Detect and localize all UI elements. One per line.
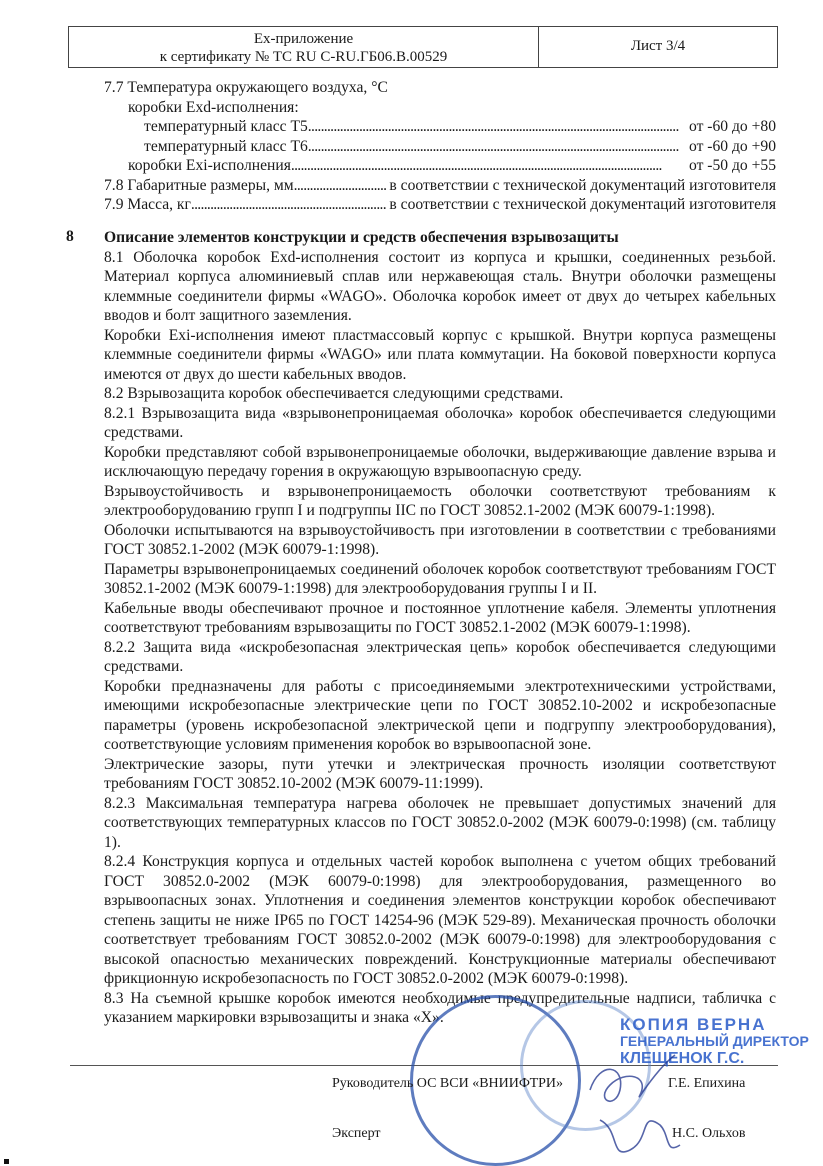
paragraph: 8.2.2 Защита вида «искробезопасная электрическая цепь» коробок обеспечивается следующими средствами. <box>104 638 776 675</box>
paragraph: Оболочки испытываются на взрывоустойчивость при изготовлении в соответствии с требованиями ГОСТ 30852.1-2002 (МЭК 60079-1:1998). <box>104 521 776 558</box>
expert-signature-title: Эксперт <box>332 1126 381 1141</box>
header-title <box>69 27 539 67</box>
spec-t5-label: температурный класс Т5 <box>144 118 308 135</box>
spec-t6-value: от -60 до +90 <box>688 137 776 155</box>
spec-7-7-title: 7.7 Температура окружающего воздуха, °С <box>104 79 388 96</box>
section-7-specs <box>104 78 776 215</box>
leader-dots <box>291 156 686 176</box>
spec-7-9-label: 7.9 Масса, кг <box>104 196 191 213</box>
leader-dots <box>308 117 686 137</box>
paragraph: 8.3 На съемной крышке коробок имеются необходимые предупредительные надписи, табличка с указанием маркировки взрывозащиты и знака «Х». <box>104 989 776 1026</box>
paragraph: Кабельные вводы обеспечивают прочное и постоянное уплотнение кабеля. Элементы уплотнения соответствуют требованиям взрывозащиты по ГОСТ 30852.1-2002 (МЭК 60079-1:1998). <box>104 599 776 636</box>
spec-t5-value: от -60 до +80 <box>688 118 776 135</box>
paragraph: 8.2.4 Конструкция корпуса и отдельных частей коробок выполнена с учетом общих требований ГОСТ 30852.0-2002 (МЭК 60079-0:1998) для электрооборудования, размещенного во взрывоопасных зонах. Уплотнения и соединения элементов конструкции коробок обеспечивают степень защиты не ниже IP65 по ГОСТ 14254-96 (МЭК 529-89). Механическая прочность оболочки соответствует требованиям ГОСТ 30852.0-2002 (МЭК 60079-0:1998) для электрооборудования с высокой опасностью механических повреждений. Конструкционные материалы обеспечивают фрикционную искробезопасность по ГОСТ 30852.0-2002 (МЭК 60079-0:1998). <box>104 853 776 987</box>
leader-dots <box>191 195 387 215</box>
spec-t6-label: температурный класс Т6 <box>144 137 308 155</box>
copy-stamp-line2: ГЕНЕРАЛЬНЫЙ ДИРЕКТОР <box>620 1033 809 1049</box>
expert-signature-name: Н.С. Ольхов <box>672 1126 746 1141</box>
paragraph: Коробки Exi-исполнения имеют пластмассовый корпус с крышкой. Внутри корпуса размещены клеммные соединители фирмы «WAGO» или плата коммутации. На боковой поверхности корпуса имеются от двух до шести кабельных вводов. <box>104 326 776 383</box>
spec-exd-label: коробки Exd-исполнения: <box>128 98 299 116</box>
spec-row-exi <box>104 156 776 176</box>
copy-stamp-line1: КОПИЯ ВЕРНА <box>620 1015 767 1034</box>
paragraph: 8.2.3 Максимальная температура нагрева оболочек не превышает допустимых значений для соответствующих температурных классов по ГОСТ 30852.0-2002 (МЭК 60079-0:1998) (см. таблицу 1). <box>104 794 776 851</box>
spec-row-7-9 <box>104 195 776 215</box>
spec-exi-label: коробки Exi-исполнения <box>128 157 291 174</box>
head-signature-title: Руководитель ОС ВСИ «ВНИИФТРИ» <box>332 1076 564 1091</box>
scan-mark <box>4 1159 9 1164</box>
paragraph: Коробки представляют собой взрывонепроницаемые оболочки, выдерживающие давление взрыва и исключающую передачу горения в окружающую взрывоопасную среду. <box>104 443 776 480</box>
spec-row-7-8 <box>104 176 776 196</box>
header-title-line1: Ex-приложение <box>253 31 354 47</box>
sheet-number: Лист 3/4 <box>630 38 686 54</box>
paragraph: Электрические зазоры, пути утечки и электрическая прочность изоляции соответствуют требованиям ГОСТ 30852.10-2002 (МЭК 60079-11:1999). <box>104 755 776 792</box>
spec-row-t6 <box>104 137 776 157</box>
section-8-body <box>104 228 776 1028</box>
paragraph: 8.2 Взрывозащита коробок обеспечивается следующими средствами. <box>104 385 564 402</box>
leader-dots <box>308 137 686 157</box>
spec-row-t5 <box>104 117 776 137</box>
copy-stamp-line3: КЛЕЩЕНОК Г.С. <box>620 1050 745 1067</box>
leader-dots <box>294 176 387 196</box>
spec-7-9-value: в соответствии с технической документаций изготовителя <box>389 196 776 213</box>
spec-exi-value: от -50 до +55 <box>688 157 776 174</box>
paragraph: Параметры взрывонепроницаемых соединений оболочек коробок соответствуют требованиям ГОСТ 30852.1-2002 (МЭК 60079-1:1998) для электрооборудования группы I и II. <box>104 560 776 597</box>
paragraph: Взрывоустойчивость и взрывонепроницаемость оболочки соответствуют требованиям к электрооборудованию групп I и подгруппы IIC по ГОСТ 30852.1-2002 (МЭК 60079-1:1998). <box>104 482 776 519</box>
section-8-title: Описание элементов конструкции и средств обеспечения взрывозащиты <box>104 229 619 246</box>
spec-7-8-label: 7.8 Габаритные размеры, мм <box>104 176 294 194</box>
handwritten-signature-icon <box>580 1050 690 1165</box>
head-signature-name: Г.Е. Епихина <box>668 1076 746 1091</box>
section-8-number: 8 <box>66 228 74 245</box>
paragraph: Коробки предназначены для работы с присоединяемыми электротехническими устройствами, имеющими искробезопасные электрические цепи по ГОСТ 30852.10-2002 и искробезопасные параметры (уровень искробезопасной электрической цепи и подгруппу электрооборудования), соответствующие условиям применения коробок во взрывоопасной зоне. <box>104 677 776 753</box>
spec-7-8-value: в соответствии с технической документаций изготовителя <box>389 176 776 194</box>
document-header <box>68 26 778 68</box>
paragraph: 8.2.1 Взрывозащита вида «взрывонепроницаемая оболочка» коробок обеспечивается следующими средствами. <box>104 404 776 441</box>
header-title-line2: к сертификату № ТС RU C-RU.ГБ06.В.00529 <box>159 49 448 65</box>
paragraph: 8.1 Оболочка коробок Exd-исполнения состоит из корпуса и крышки, соединенных резьбой. Материал корпуса алюминиевый сплав или нержавеющая сталь. Внутри оболочки размещены клеммные соединители фирмы «WAGO». Оболочка коробок имеет от двух до четырех кабельных вводов и болт защитного заземления. <box>104 248 776 324</box>
